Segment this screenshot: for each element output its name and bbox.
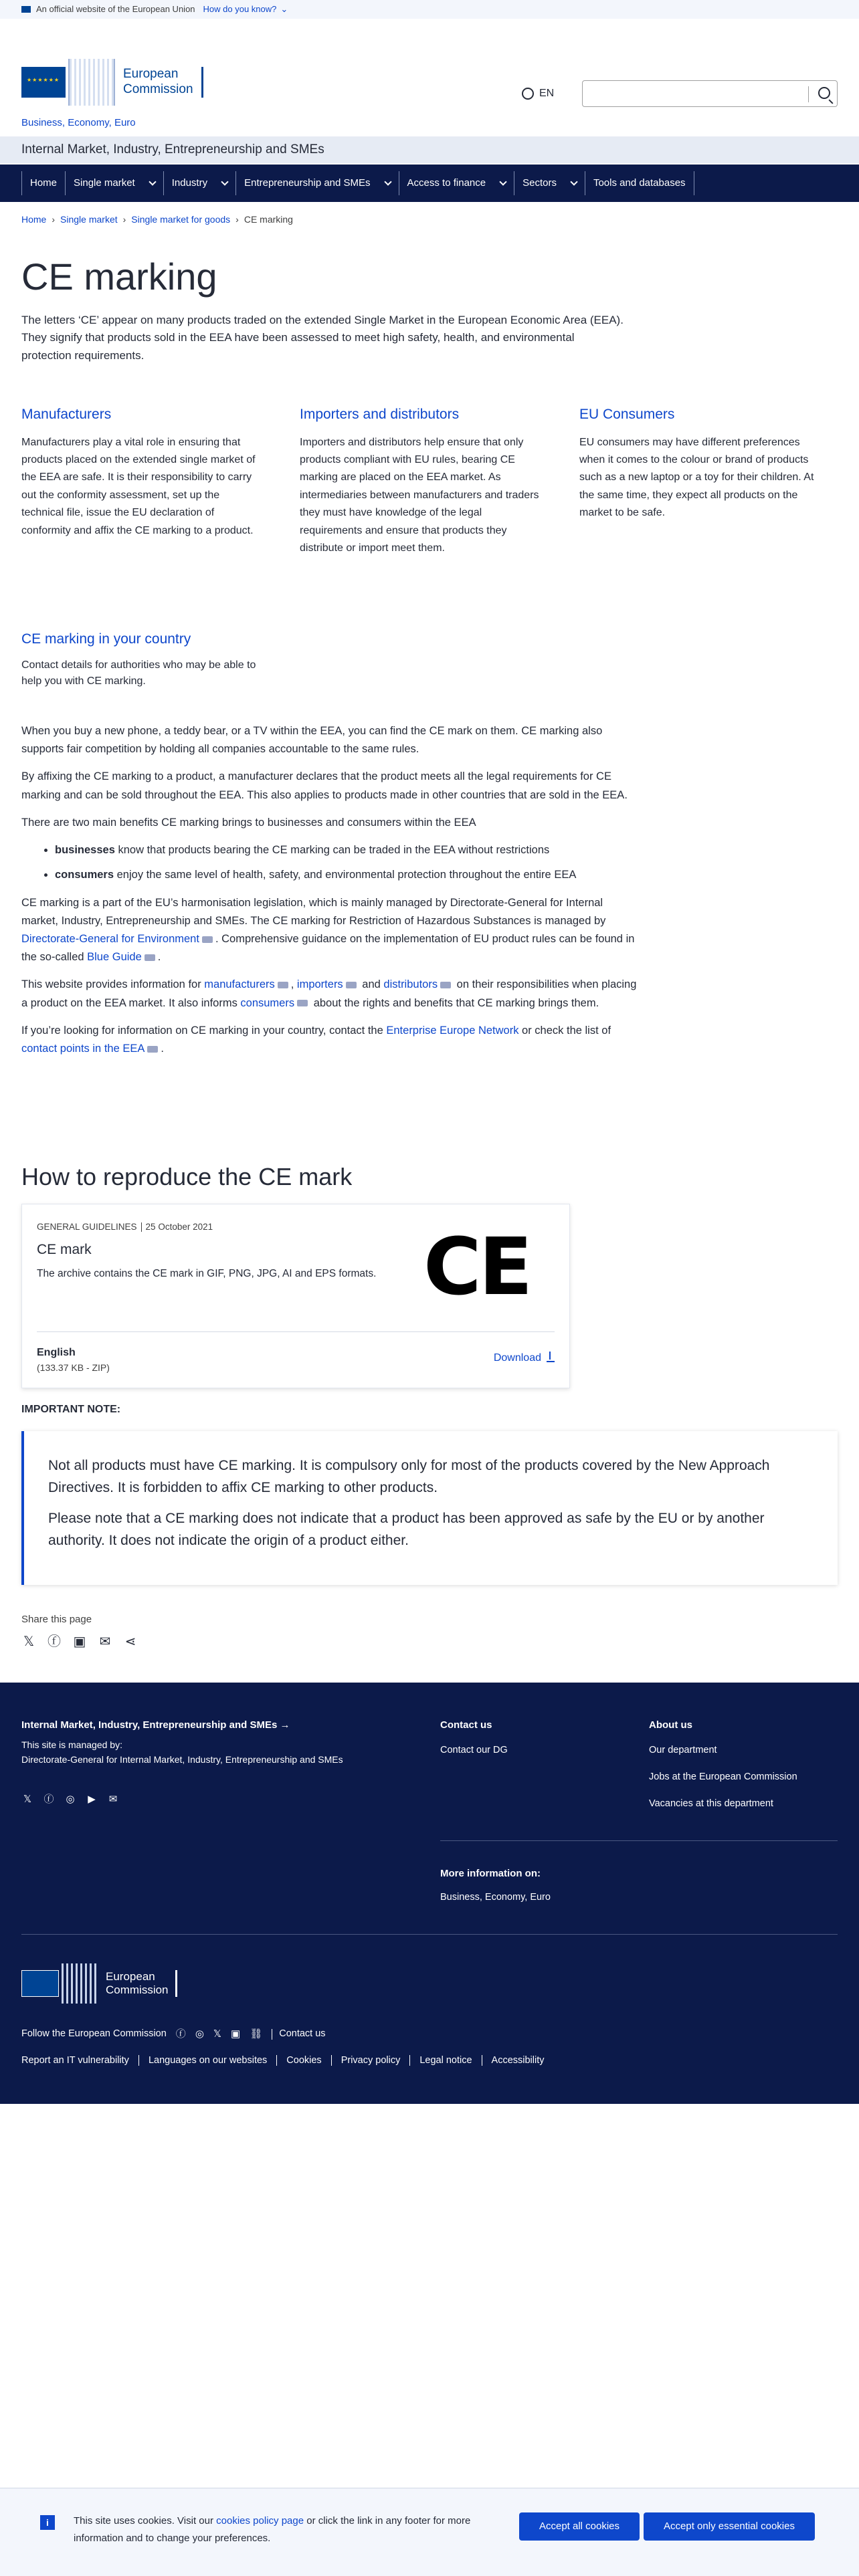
body-paragraph: There are two main benefits CE marking brings to businesses and consumers within the EEA	[21, 816, 476, 829]
reproduce-heading: How to reproduce the CE mark	[21, 1163, 353, 1190]
important-note-box	[21, 1431, 838, 1585]
download-button[interactable]	[494, 1350, 555, 1367]
footer-vacancies-link[interactable]: Vacancies at this department	[649, 1798, 773, 1809]
managed-by-dg: Directorate-General for Internal Market, Industry, Entrepreneurship and SMEs	[21, 1754, 343, 1765]
cookie-text	[74, 2512, 475, 2547]
nav-label: Entrepreneurship and SMEs	[244, 177, 371, 189]
berlaymont-icon	[68, 59, 115, 106]
eu-official-bar	[0, 0, 859, 19]
arrow-right-icon: →	[280, 1719, 290, 1731]
nav-label: Home	[30, 177, 58, 189]
share-label: Share this page	[21, 1614, 92, 1625]
text: or check the list of	[518, 1024, 611, 1037]
accept-essential-cookies-button[interactable]: Accept only essential cookies	[644, 2512, 815, 2541]
ce-mark-image: CE	[423, 1220, 531, 1313]
berlaymont-icon	[62, 1963, 99, 2004]
chevron-right-icon: ›	[52, 214, 56, 225]
chevron-down-icon: ⌄	[280, 3, 288, 14]
facebook-icon[interactable]: ⓕ	[43, 1794, 54, 1805]
cookie-banner	[0, 2488, 859, 2576]
external-link-icon	[145, 954, 155, 961]
footer-jobs-link[interactable]: Jobs at the European Commission	[649, 1772, 797, 1782]
ec-logo[interactable]	[21, 59, 203, 106]
blue-guide-link[interactable]: Blue Guide	[87, 951, 142, 964]
footer-contact-dg-link[interactable]: Contact our DG	[440, 1745, 508, 1755]
text: or click the link in any footer for more information and to change your preferences.	[74, 2515, 471, 2544]
chevron-down-icon	[149, 178, 156, 185]
footer-more-heading: More information on:	[440, 1868, 541, 1879]
share-icon[interactable]: ⋖	[124, 1634, 136, 1649]
list-item-text: enjoy the same level of health, safety, and environmental protection throughout the entire EEA	[114, 869, 577, 881]
card-date: 25 October 2021	[145, 1222, 213, 1232]
consumers-inline-link[interactable]: consumers	[240, 996, 295, 1009]
footer-contact-heading: Contact us	[440, 1719, 492, 1731]
importers-section	[300, 404, 541, 557]
chevron-right-icon: ›	[122, 214, 126, 225]
linkedin-icon[interactable]: ▣	[231, 2028, 241, 2040]
text: CE marking is a part of the EU’s harmonisation legislation, which is mainly managed by Directorate-General for Internal market, Industry, Entrepreneurship and SMEs. The CE marking for Restriction of Hazardous Substances is managed by	[21, 896, 606, 927]
enterprise-europe-link[interactable]: Enterprise Europe Network	[386, 1024, 519, 1037]
nav-label: Access to finance	[407, 177, 486, 189]
breadcrumb-home[interactable]: Home	[21, 214, 47, 225]
breadcrumb-current: CE marking	[244, 214, 293, 225]
ce-country-text: Contact details for authorities who may be able to help you with CE marking.	[21, 659, 256, 687]
link-icon[interactable]: ⛓	[250, 2028, 263, 2040]
external-link-icon	[278, 982, 288, 988]
language-selector[interactable]	[522, 86, 554, 102]
page-title: CE marking	[21, 255, 217, 298]
youtube-icon[interactable]: ▶	[88, 1794, 96, 1805]
follow-row	[21, 2026, 326, 2042]
language-code: EN	[539, 88, 555, 99]
separator	[409, 2055, 410, 2066]
list-item	[55, 866, 637, 884]
globe-icon	[522, 88, 534, 100]
separator	[138, 2055, 139, 2066]
manufacturers-section	[21, 404, 262, 540]
nav-item-home[interactable]	[21, 171, 65, 195]
download-icon	[547, 1354, 555, 1362]
important-label: IMPORTANT NOTE:	[21, 1404, 121, 1415]
nav-item-sectors[interactable]	[514, 171, 585, 195]
text: .	[157, 951, 161, 964]
instagram-icon[interactable]: ◎	[66, 1794, 75, 1805]
footer-divider	[440, 1840, 838, 1841]
footer-more-link[interactable]: Business, Economy, Euro	[440, 1892, 551, 1903]
card-title: CE mark	[37, 1242, 92, 1257]
ce-country-section	[21, 629, 276, 690]
breadcrumb-single-market[interactable]: Single market	[60, 214, 118, 225]
card-description: The archive contains the CE mark in GIF, PNG, JPG, AI and EPS formats.	[37, 1268, 377, 1279]
body-paragraph	[21, 976, 637, 1012]
footer-managed	[21, 1737, 343, 1767]
logo-text: European Commission	[123, 67, 203, 98]
external-link-icon	[297, 1000, 308, 1006]
text: ,	[290, 978, 297, 991]
text: and	[359, 978, 384, 991]
x-twitter-icon[interactable]: 𝕏	[23, 1794, 32, 1805]
nav-item-entrepreneurship[interactable]	[235, 171, 398, 195]
footer-contact-us-link[interactable]: Contact us	[279, 2028, 326, 2040]
list-item-text: know that products bearing the CE marking can be traded in the EEA without restrictions	[114, 844, 550, 857]
how-do-you-know-link[interactable]: How do you know?	[203, 3, 277, 14]
x-twitter-icon[interactable]: 𝕏	[213, 2028, 221, 2040]
distributors-inline-link[interactable]: distributors	[383, 978, 438, 991]
privacy-link[interactable]: Privacy policy	[341, 2055, 401, 2066]
eu-flag-icon	[21, 67, 66, 98]
nav-item-access-to-finance[interactable]	[399, 171, 514, 195]
separator	[331, 2055, 332, 2066]
linkedin-icon[interactable]: ▣	[73, 1634, 86, 1649]
manufacturers-link[interactable]: Manufacturers	[21, 407, 112, 422]
email-icon[interactable]: ✉	[108, 1794, 118, 1805]
external-link-icon	[147, 1046, 158, 1053]
text: about the rights and benefits that CE marking brings them.	[310, 996, 599, 1009]
nav-item-single-market[interactable]	[65, 171, 163, 195]
breadcrumb-single-market-goods[interactable]: Single market for goods	[131, 214, 231, 225]
eu-flag-icon	[21, 1970, 59, 1997]
external-link-icon	[346, 982, 357, 988]
chevron-down-icon	[570, 178, 577, 185]
card-meta	[37, 1220, 213, 1235]
card-divider	[37, 1331, 555, 1332]
consumers-text: EU consumers may have different preferences when it comes to the colour or brand of products such as a new laptop or a toy for their children. At the same time, they expect all products on the market to be safe.	[579, 436, 814, 519]
file-language: English	[37, 1347, 76, 1358]
benefits-list	[55, 841, 637, 884]
footer-site-link[interactable]	[21, 1717, 290, 1733]
email-icon[interactable]: ✉	[99, 1634, 111, 1649]
chevron-right-icon: ›	[235, 214, 239, 225]
footer-social	[21, 1794, 128, 1806]
nav-item-tools[interactable]	[585, 171, 694, 195]
main-nav	[0, 165, 859, 202]
text: .	[161, 1043, 164, 1055]
search-icon[interactable]	[818, 87, 830, 99]
info-icon: i	[40, 2515, 55, 2530]
external-link-icon	[202, 936, 213, 943]
ce-country-link[interactable]: CE marking in your country	[21, 631, 191, 647]
site-tags-link[interactable]: Business, Economy, Euro	[21, 117, 136, 128]
managed-by-label: This site is managed by:	[21, 1739, 122, 1750]
x-twitter-icon[interactable]: 𝕏	[23, 1634, 35, 1649]
instagram-icon[interactable]: ◎	[195, 2028, 204, 2040]
separator	[276, 2055, 277, 2066]
facebook-icon[interactable]: ⓕ	[47, 1634, 61, 1649]
languages-link[interactable]: Languages on our websites	[148, 2055, 268, 2066]
text: This site uses cookies. Visit our	[74, 2515, 217, 2527]
accessibility-link[interactable]: Accessibility	[491, 2055, 545, 2066]
text: . Comprehensive guidance on the implementation of EU product rules can be found in the so-called	[21, 932, 635, 964]
list-item	[55, 841, 637, 859]
importers-inline-link[interactable]: importers	[296, 978, 343, 991]
body-paragraph: When you buy a new phone, a teddy bear, or a TV within the EEA, you can find the CE mark on them. CE marking also supports fair competition by holding all companies accountable to the same rules.	[21, 725, 603, 756]
facebook-icon[interactable]: ⓕ	[175, 2028, 186, 2040]
meta-separator	[141, 1222, 142, 1232]
eu-official-text: An official website of the European Union	[36, 3, 195, 14]
cookies-link[interactable]: Cookies	[286, 2055, 322, 2066]
important-text: Not all products must have CE marking. It is compulsory only for most of the products covered by the New Approach Directives. It is forbidden to affix CE marking to other products.	[48, 1458, 770, 1495]
list-item-bold: consumers	[55, 869, 114, 881]
card-type: GENERAL GUIDELINES	[37, 1222, 137, 1232]
cookies-policy-link[interactable]: cookies policy page	[216, 2515, 304, 2527]
footer-divider	[21, 1934, 838, 1935]
page-lead: The letters ‘CE’ appear on many products traded on the extended Single Market in the European Economic Area (EEA). They signify that products sold in the EEA have been assessed to meet high safety, health, and environmental protection requirements.	[21, 314, 624, 362]
site-title[interactable]: Internal Market, Industry, Entrepreneurship and SMEs	[0, 136, 859, 163]
share-buttons	[21, 1634, 149, 1649]
nav-label: Single market	[74, 177, 135, 189]
body-paragraph	[21, 894, 637, 967]
consumers-link[interactable]: EU Consumers	[579, 407, 675, 422]
body-paragraph	[21, 1022, 637, 1058]
manufacturers-text: Manufacturers play a vital role in ensuring that products placed on the extended single market of the EEA are safe. It is their responsibility to carry out the conformity assessment, set up the technical file, issue the EU declaration of conformity and affix the CE marking to a product.	[21, 436, 256, 536]
importers-link[interactable]: Importers and distributors	[300, 407, 460, 422]
search-separator	[808, 86, 809, 102]
footer-our-department-link[interactable]: Our department	[649, 1745, 717, 1755]
dg-environment-link[interactable]: Directorate-General for Environment	[21, 932, 199, 945]
text: on their responsibilities when placing a product on the EEA market. It also informs	[21, 978, 637, 1009]
chevron-down-icon	[221, 178, 228, 185]
report-vulnerability-link[interactable]: Report an IT vulnerability	[21, 2055, 129, 2066]
site-header	[0, 19, 859, 126]
search-input[interactable]	[582, 80, 838, 107]
eu-flag-icon	[21, 6, 31, 13]
accept-all-cookies-button[interactable]: Accept all cookies	[519, 2512, 640, 2541]
main-body	[21, 722, 637, 1067]
legal-notice-link[interactable]: Legal notice	[419, 2055, 472, 2066]
external-link-icon	[440, 982, 451, 988]
footer-ec-logo[interactable]	[21, 1963, 177, 2004]
text: This website provides information for	[21, 978, 205, 991]
footer-site-text: Internal Market, Industry, Entrepreneurship and SMEs	[21, 1719, 278, 1731]
important-text: Please note that a CE marking does not indicate that a product has been approved as safe by the EU or by another authority. It does not indicate the origin of a product either.	[48, 1511, 765, 1548]
follow-label: Follow the European Commission	[21, 2028, 167, 2040]
file-size: (133.37 KB - ZIP)	[37, 1362, 110, 1373]
chevron-down-icon	[499, 178, 506, 185]
body-paragraph: By affixing the CE marking to a product, a manufacturer declares that the product meets all the legal requirements for CE marking and can be sold throughout the EEA. This also applies to products made in other countries that are sold in the EEA.	[21, 770, 628, 801]
list-item-bold: businesses	[55, 844, 115, 857]
nav-label: Tools and databases	[593, 177, 686, 189]
chevron-down-icon	[384, 178, 391, 185]
nav-label: Industry	[171, 177, 208, 189]
site-footer	[0, 1683, 859, 2104]
consumers-section	[579, 404, 820, 522]
nav-label: Sectors	[522, 177, 557, 189]
manufacturers-inline-link[interactable]: manufacturers	[204, 978, 275, 991]
importers-text: Importers and distributors help ensure that only products compliant with EU rules, bearing CE marking are placed on the EEA market. As intermediaries between manufacturers and traders they must have knowledge of the legal requirements and ensure that products they distribute or import meet them.	[300, 436, 539, 554]
footer-logo-text: European Commission	[106, 1970, 177, 1998]
footer-about-heading: About us	[649, 1719, 692, 1731]
text: If you’re looking for information on CE marking in your country, contact the	[21, 1024, 387, 1037]
legal-links	[21, 2053, 545, 2068]
contact-points-link[interactable]: contact points in the EEA	[21, 1043, 145, 1055]
nav-item-industry[interactable]	[163, 171, 235, 195]
ce-mark-download-card	[21, 1204, 570, 1388]
download-label: Download	[493, 1352, 541, 1364]
breadcrumb	[21, 213, 293, 227]
